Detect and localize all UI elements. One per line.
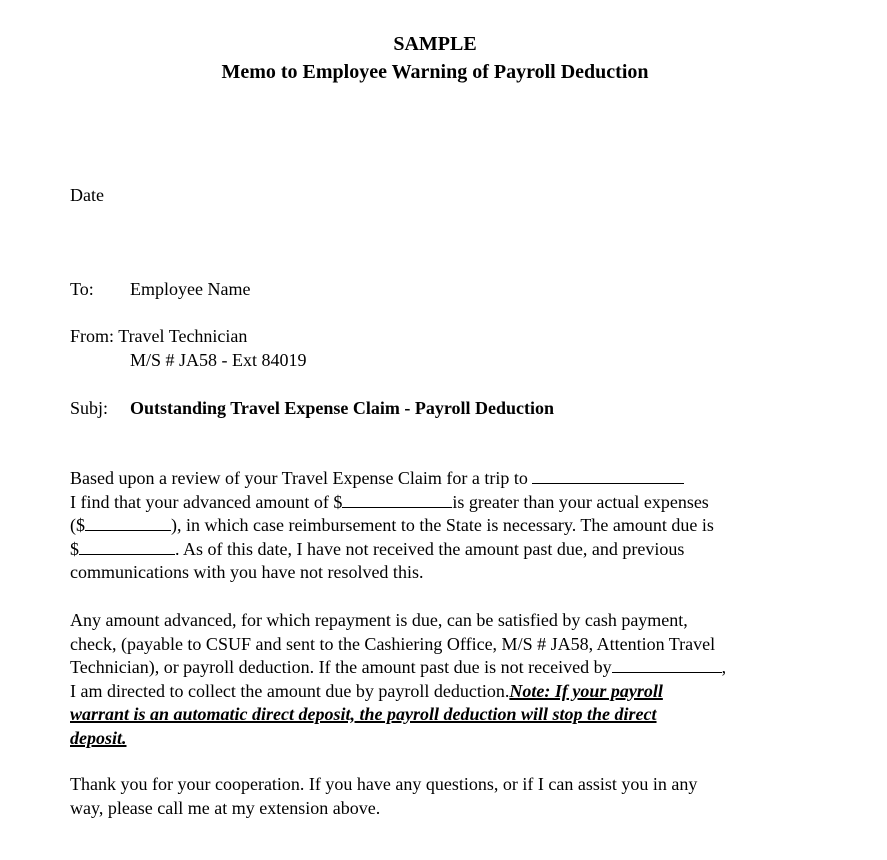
sample-heading: SAMPLE [393, 33, 477, 55]
direct-deposit-note-2: warrant is an automatic direct deposit, the payroll deduction will stop the direct [70, 704, 657, 724]
p2-line-3a: Technician), or payroll deduction. If the amount past due is not received by [70, 657, 612, 677]
actual-expenses-blank [85, 514, 171, 531]
p2-line-2: check, (payable to CSUF and sent to the Cashiering Office, M/S # JA58, Attention Travel [70, 633, 716, 654]
from-value: Travel Technician [118, 326, 248, 346]
to-value: Employee Name [130, 279, 251, 299]
to-line [70, 278, 250, 300]
paragraph-2 [70, 609, 810, 750]
p3-line-1: Thank you for your cooperation. If you have any questions, or if I can assist you in any [70, 774, 698, 794]
due-date-blank [612, 656, 722, 673]
memo-title: Memo to Employee Warning of Payroll Deduction [221, 61, 649, 83]
p3-line-2: way, please call me at my extension above. [70, 797, 381, 818]
p1-line-4b: . As of this date, I have not received the amount past due, and previous [175, 538, 685, 559]
p1-line-3a: ($ [70, 515, 85, 535]
subj-value: Outstanding Travel Expense Claim - Payroll Deduction [130, 398, 555, 418]
p1-line-1: Based upon a review of your Travel Expense Claim for a trip to [70, 468, 528, 488]
paragraph-1 [70, 467, 810, 585]
p1-line-3b: ), in which case reimbursement to the State is necessary. The amount due is [171, 515, 714, 535]
subj-line [70, 397, 554, 419]
p1-line-5: communications with you have not resolved this. [70, 562, 424, 582]
p1-line-4a: $ [70, 538, 79, 559]
from-line [70, 325, 247, 347]
to-label: To: [70, 279, 94, 299]
p1-line-2b: is greater than your actual expenses [452, 491, 709, 512]
date-label: Date [70, 185, 104, 205]
direct-deposit-note-3: deposit. [70, 727, 127, 748]
p1-line-2a: I find that your advanced amount of $ [70, 491, 343, 512]
p2-line-4a: I am directed to collect the amount due by payroll deduction. [70, 680, 510, 701]
advanced-amount-blank [342, 491, 452, 508]
direct-deposit-note-1: Note: If your payroll [509, 680, 663, 701]
subj-label: Subj: [70, 398, 109, 418]
amount-due-blank [79, 538, 175, 555]
trip-destination-blank [532, 467, 684, 484]
p2-line-3b: , [721, 657, 727, 677]
from-line-2: M/S # JA58 - Ext 84019 [130, 350, 307, 370]
paragraph-3 [70, 773, 810, 820]
p2-line-1: Any amount advanced, for which repayment is due, can be satisfied by cash payment, [70, 610, 688, 630]
from-label: From: [70, 326, 115, 346]
